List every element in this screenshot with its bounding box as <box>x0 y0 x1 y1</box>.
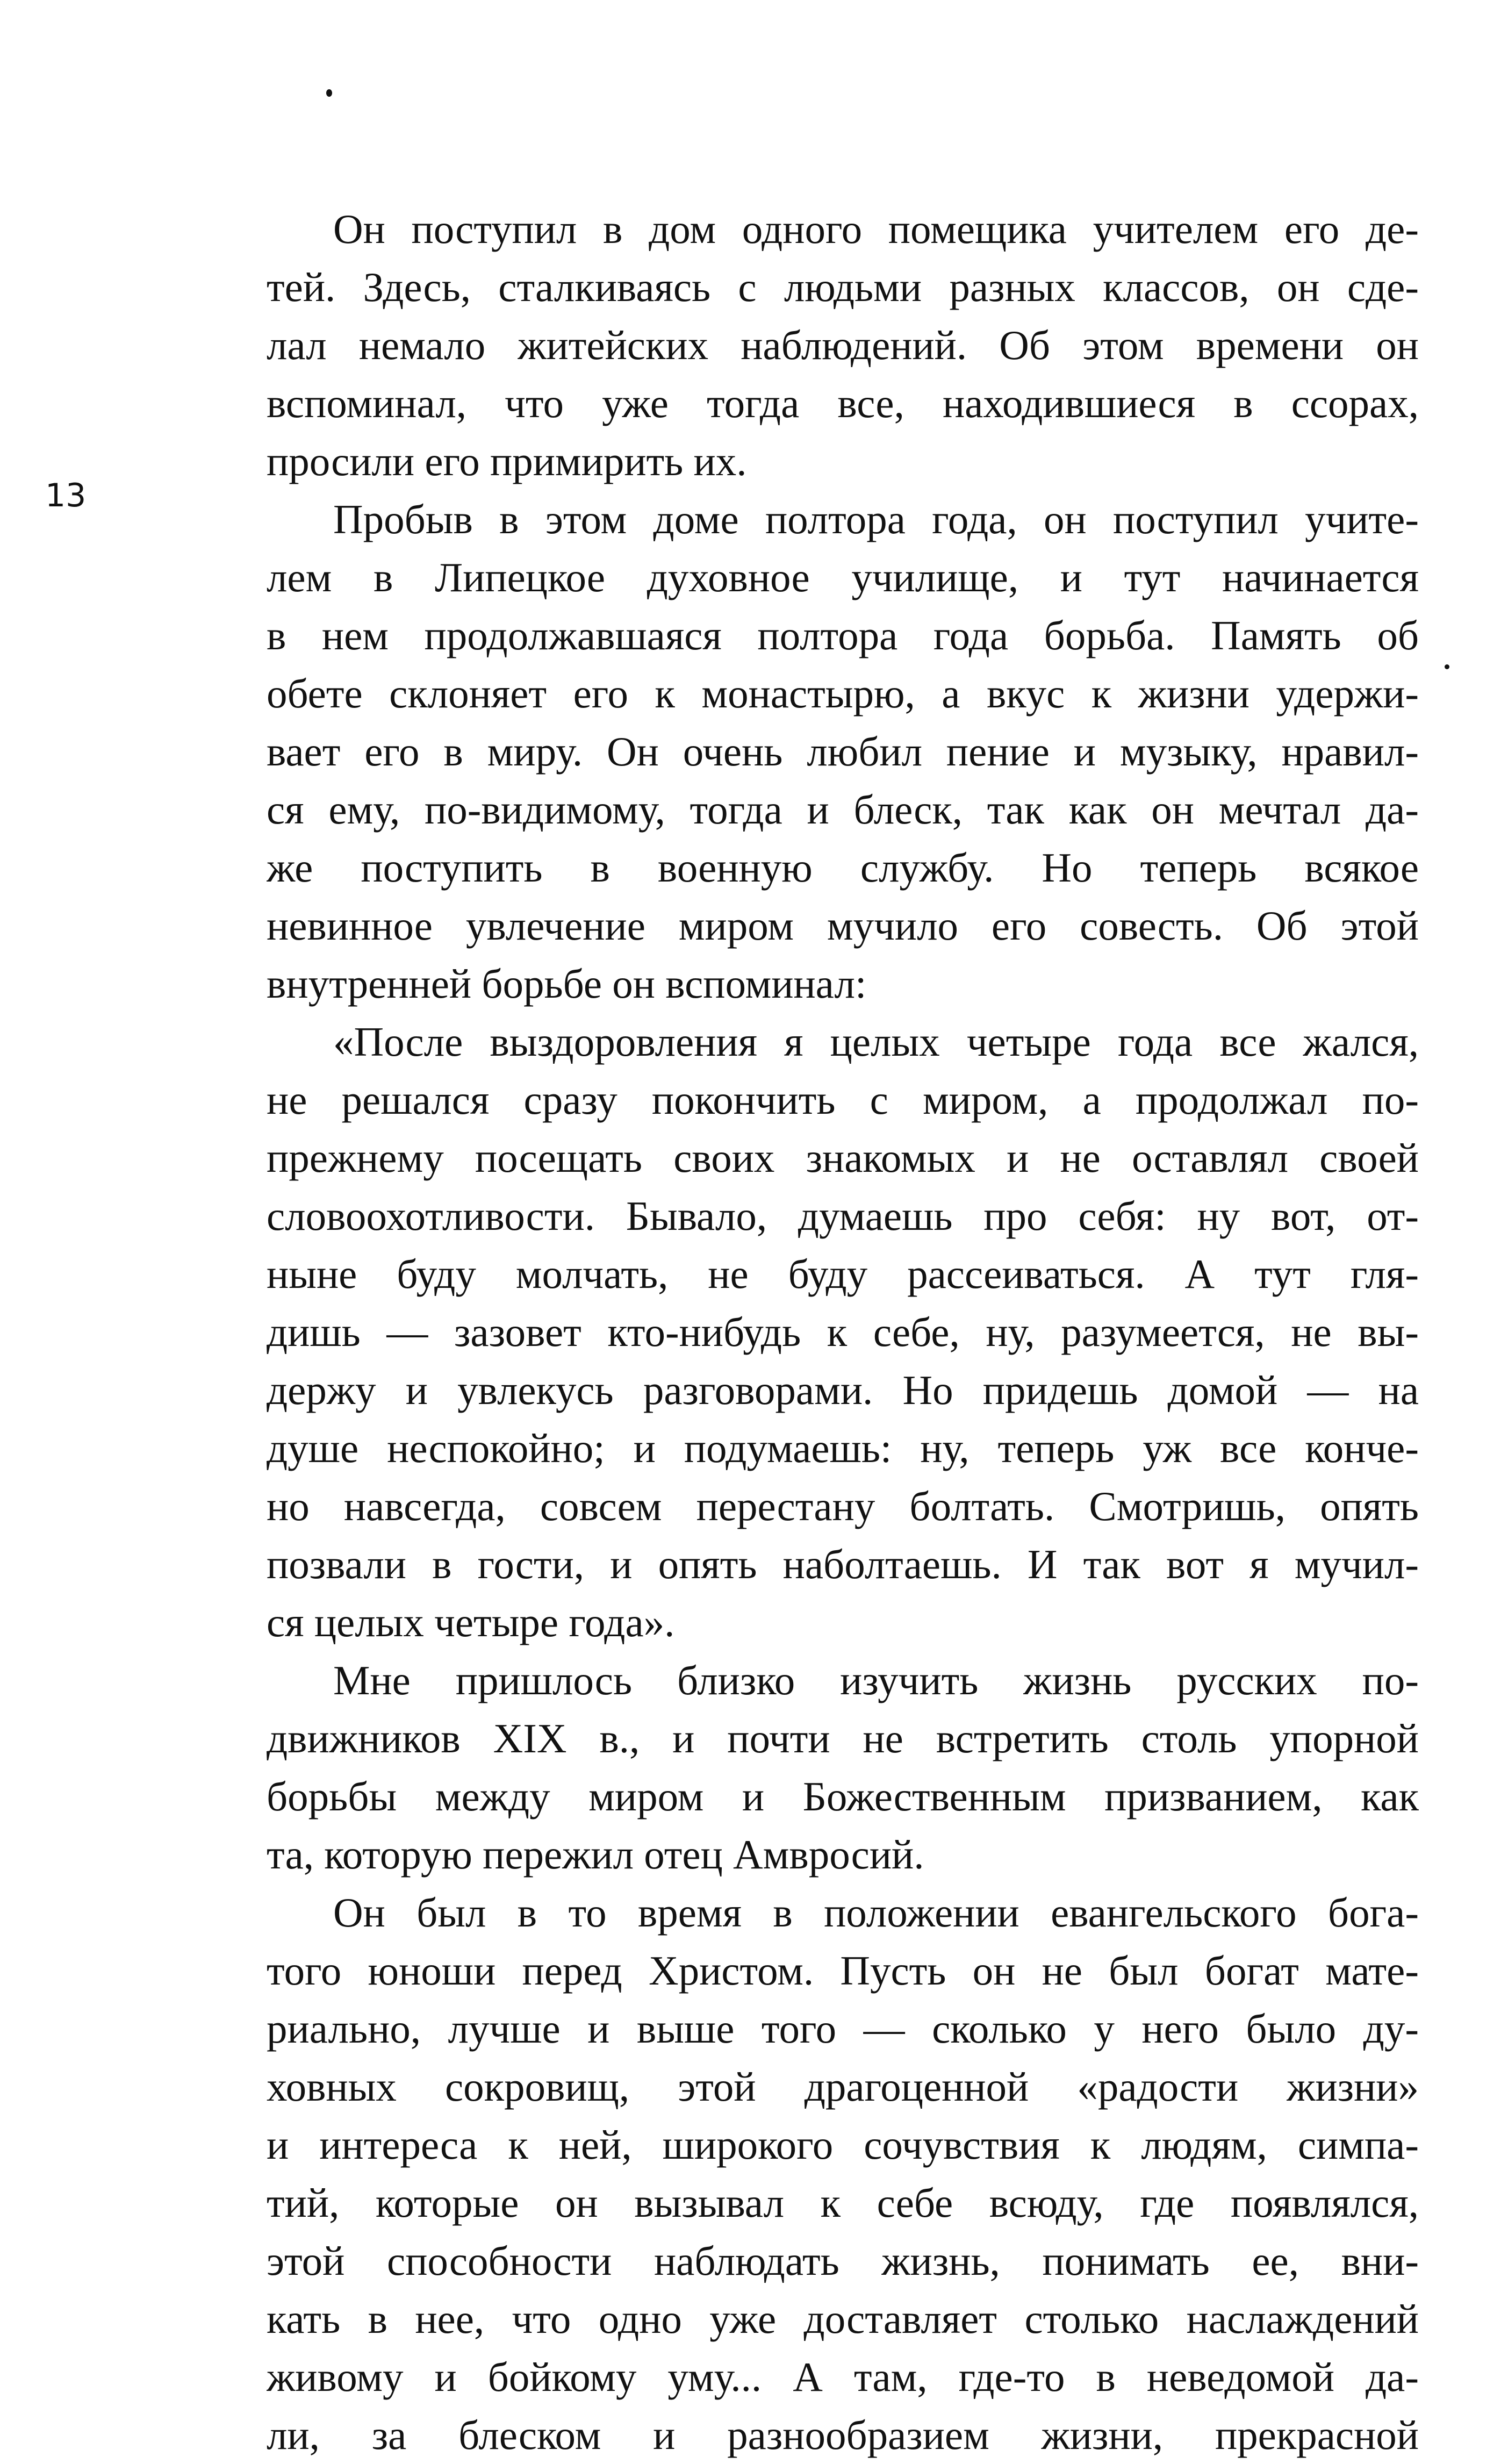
page-number: 13 <box>45 477 87 514</box>
text-line: но навсегда, совсем перестану болтать. Смотришь, опять <box>267 1483 1419 1529</box>
text-line: словоохотливости. Бывало, думаешь про себя: ну вот, от- <box>267 1193 1419 1239</box>
text-line: «После выздоровления я целых четыре года все жался, <box>333 1019 1419 1065</box>
text-line: дишь — зазовет кто-нибудь к себе, ну, разумеется, не вы- <box>267 1309 1419 1355</box>
text-line: ся ему, по-видимому, тогда и блеск, так как он мечтал да- <box>267 786 1419 833</box>
text-line: вает его в миру. Он очень любил пение и музыку, нравил- <box>267 728 1419 775</box>
text-line: тей. Здесь, сталкиваясь с людьми разных классов, он сде- <box>267 264 1419 310</box>
text-line: внутренней борьбе он вспоминал: <box>267 961 867 1007</box>
text-line: Он поступил в дом одного помещика учителем его де- <box>333 206 1419 252</box>
text-line: не решался сразу покончить с миром, а продолжал по- <box>267 1077 1419 1123</box>
text-line: душе неспокойно; и подумаешь: ну, теперь уж все конче- <box>267 1425 1419 1471</box>
text-line: позвали в гости, и опять наболтаешь. И так вот я мучил- <box>267 1541 1419 1587</box>
text-line: Он был в то время в положении евангельского бога- <box>333 1889 1419 1936</box>
text-line: ли, за блеском и разнообразием жизни, прекрасной <box>267 2412 1419 2458</box>
text-line: тий, которые он вызывал к себе всюду, где появлялся, <box>267 2180 1419 2226</box>
text-line: в нем продолжавшаяся полтора года борьба. Память об <box>267 612 1419 658</box>
text-line: прежнему посещать своих знакомых и не оставлял своей <box>267 1135 1419 1181</box>
text-line: обете склоняет его к монастырю, а вкус к жизни удержи- <box>267 670 1419 717</box>
ink-speck <box>1445 664 1449 669</box>
text-line: вспоминал, что уже тогда все, находившиеся в ссорах, <box>267 380 1419 426</box>
text-line: живому и бойкому уму... А там, где-то в неведомой да- <box>267 2354 1419 2400</box>
text-line: и интереса к ней, широкого сочувствия к людям, симпа- <box>267 2122 1419 2168</box>
text-line: Мне пришлось близко изучить жизнь русских по- <box>333 1657 1419 1703</box>
ink-speck <box>326 89 332 97</box>
text-line: того юноши перед Христом. Пусть он не был богат мате- <box>267 1947 1419 1994</box>
text-line: этой способности наблюдать жизнь, понимать ее, вни- <box>267 2238 1419 2284</box>
text-line: невинное увлечение миром мучило его совесть. Об этой <box>267 902 1419 949</box>
text-line: Пробыв в этом доме полтора года, он поступил учите- <box>333 496 1419 542</box>
text-line: лал немало житейских наблюдений. Об этом времени он <box>267 322 1419 368</box>
text-line: движников XIX в., и почти не встретить столь упорной <box>267 1715 1419 1761</box>
text-line: лем в Липецкое духовное училище, и тут начинается <box>267 554 1419 600</box>
text-line: борьбы между миром и Божественным призванием, как <box>267 1773 1419 1820</box>
text-line: ся целых четыре года». <box>267 1599 675 1645</box>
text-line: же поступить в военную службу. Но теперь всякое <box>267 844 1419 891</box>
text-line: риально, лучше и выше того — сколько у него было ду- <box>267 2005 1419 2052</box>
text-line: держу и увлекусь разговорами. Но придешь домой — на <box>267 1367 1419 1413</box>
text-line: кать в нее, что одно уже доставляет столько наслаждений <box>267 2296 1419 2342</box>
text-line: ныне буду молчать, не буду рассеиваться. А тут гля- <box>267 1251 1419 1297</box>
text-line: та, которую пережил отец Амвросий. <box>267 1831 924 1878</box>
text-line: просили его примирить их. <box>267 438 747 484</box>
text-line: ховных сокровищ, этой драгоценной «радости жизни» <box>267 2064 1419 2110</box>
body-text <box>267 200 1419 2464</box>
